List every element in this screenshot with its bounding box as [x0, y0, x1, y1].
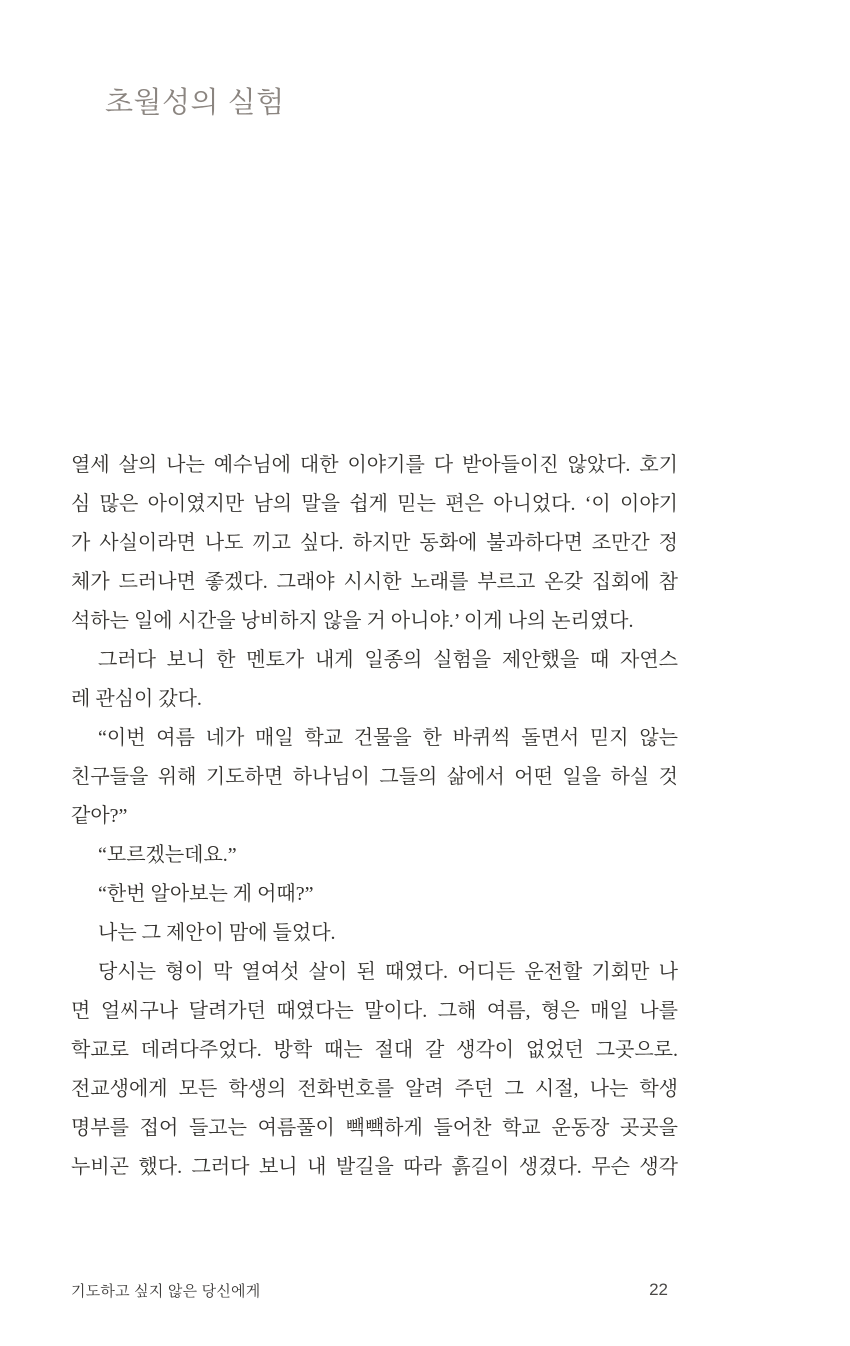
text-line: 같아?”	[71, 805, 128, 827]
footer-book-title: 기도하고 싶지 않은 당신에게	[71, 1282, 261, 1300]
page-number: 22	[649, 1280, 668, 1299]
text-line: 당시는 형이 막 열여섯 살이 된 때였다. 어디든 운전할 기회만 나	[98, 961, 678, 983]
text-line: 심 많은 아이였지만 남의 말을 쉽게 믿는 편은 아니었다. ‘이 이야기	[71, 493, 678, 515]
text-line: 그러다 보니 한 멘토가 내게 일종의 실험을 제안했을 때 자연스	[98, 649, 678, 671]
text-line: “이번 여름 네가 매일 학교 건물을 한 바퀴씩 돌면서 믿지 않는	[98, 727, 678, 749]
text-line: 친구들을 위해 기도하면 하나님이 그들의 삶에서 어떤 일을 하실 것	[71, 766, 678, 788]
body-text-block	[71, 446, 678, 1187]
text-line: 석하는 일에 시간을 낭비하지 않을 거 아니야.’ 이게 나의 논리였다.	[71, 610, 634, 632]
text-line: 누비곤 했다. 그러다 보니 내 발길을 따라 흙길이 생겼다. 무슨 생각	[71, 1156, 678, 1178]
text-line: 전교생에게 모든 학생의 전화번호를 알려 주던 그 시절, 나는 학생	[71, 1078, 678, 1100]
text-line: 가 사실이라면 나도 끼고 싶다. 하지만 동화에 불과하다면 조만간 정	[71, 532, 678, 554]
chapter-title: 초월성의 실험	[105, 87, 285, 120]
text-line: 레 관심이 갔다.	[71, 688, 202, 710]
page-footer	[71, 1278, 678, 1302]
text-line: 열세 살의 나는 예수님에 대한 이야기를 다 받아들이진 않았다. 호기	[71, 454, 678, 476]
text-line: 명부를 접어 들고는 여름풀이 빽빽하게 들어찬 학교 운동장 곳곳을	[71, 1117, 678, 1139]
text-line: “모르겠는데요.”	[98, 844, 237, 866]
text-line: “한번 알아보는 게 어때?”	[98, 883, 314, 905]
text-line: 체가 드러나면 좋겠다. 그래야 시시한 노래를 부르고 온갖 집회에 참	[71, 571, 678, 593]
text-line: 학교로 데려다주었다. 방학 때는 절대 갈 생각이 없었던 그곳으로.	[71, 1039, 678, 1061]
text-line: 나는 그 제안이 맘에 들었다.	[98, 922, 336, 944]
text-line: 면 얼씨구나 달려가던 때였다는 말이다. 그해 여름, 형은 매일 나를	[71, 1000, 678, 1022]
